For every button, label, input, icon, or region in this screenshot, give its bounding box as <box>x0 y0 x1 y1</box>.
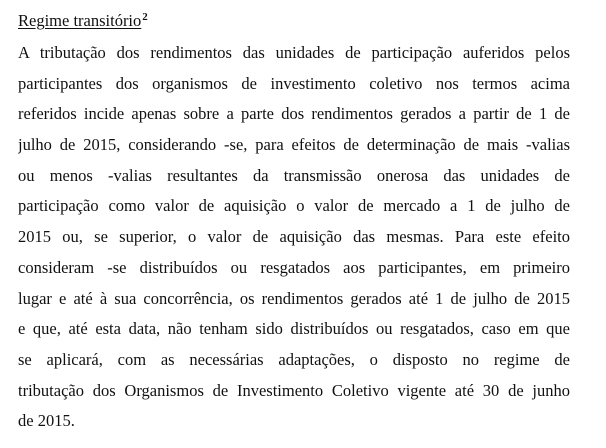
paragraph-line: e que, até esta data, não tenham sido distribuídos ou resgatados, caso em que <box>18 319 570 339</box>
paragraph-line: A tributação dos rendimentos das unidades de participação auferidos pelos <box>18 43 570 62</box>
heading-title: Regime transitório <box>18 11 142 30</box>
paragraph-line: participação como valor de aquisição o valor de mercado a 1 de julho de <box>18 196 570 216</box>
paragraph-line: tributação dos Organismos de Investimento Coletivo vigente até 30 de junho <box>18 380 570 400</box>
body-paragraph <box>18 38 570 437</box>
paragraph-line: julho de 2015, considerando -se, para efeitos de determinação de mais -valias <box>18 135 570 155</box>
paragraph-line: 2015 ou, se superior, o valor de aquisição das mesmas. Para este efeito <box>18 227 570 247</box>
paragraph-line: ou menos -valias resultantes da transmissão onerosa das unidades de <box>18 165 570 185</box>
section-heading <box>18 6 148 32</box>
paragraph-line: participantes dos organismos de investimento coletivo nos termos acima <box>18 73 570 93</box>
footnote-reference[interactable]: 2 <box>142 11 148 23</box>
paragraph-line: lugar e até à sua concorrência, os rendimentos gerados até 1 de julho de 2015 <box>18 288 570 308</box>
paragraph-line: se aplicará, com as necessárias adaptações, o disposto no regime de <box>18 349 570 369</box>
paragraph-line: referidos incide apenas sobre a parte dos rendimentos gerados a partir de 1 de <box>18 104 570 124</box>
paragraph-line: de 2015. <box>18 411 75 431</box>
paragraph-line: consideram -se distribuídos ou resgatados aos participantes, em primeiro <box>18 257 570 277</box>
